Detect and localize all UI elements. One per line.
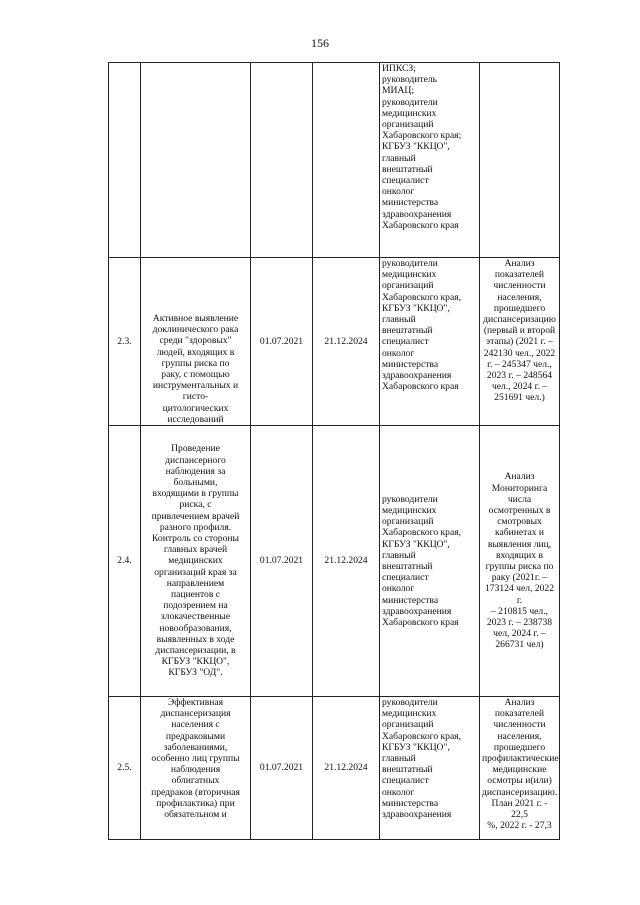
end-date: 21.12.2024 xyxy=(313,258,380,426)
start-date: 01.07.2021 xyxy=(251,426,313,697)
expected-result xyxy=(480,63,560,258)
table-row xyxy=(109,258,560,426)
row-number: 2.3. xyxy=(109,258,141,426)
table-row xyxy=(109,697,560,840)
activities-table xyxy=(108,62,560,840)
start-date: 01.07.2021 xyxy=(251,697,313,840)
table-row xyxy=(109,63,560,258)
activity-name: Эффективная диспансеризация населения с предраковыми заболеваниями, особенно лиц группы наблюдения облигатных предраков (вторичная профилактика) при обязательном и xyxy=(141,697,251,840)
end-date: 21.12.2024 xyxy=(313,426,380,697)
responsible-parties: руководители медицинских организаций Хабаровского края, КГБУЗ "ККЦО", главный внештатный специалист онколог министерства здравоохранения Хабаровского края xyxy=(380,426,480,697)
row-number: 2.5. xyxy=(109,697,141,840)
end-date: 21.12.2024 xyxy=(313,697,380,840)
activity-name: Активное выявление доклинического рака среди "здоровых" людей, входящих в группы риска по раку, с помощью инструментальных и гисто- цитологических исследований xyxy=(141,258,251,426)
activity-name xyxy=(141,63,251,258)
end-date xyxy=(313,63,380,258)
row-number xyxy=(109,63,141,258)
expected-result: Анализ Мониторинга числа осмотренных в смотровых кабинетах и выявления лиц, входящих в группы риска по раку (2021г. – 173124 чел, 2022 г. – 210815 чел., 2023 г. – 238738 чел, 2024 г. – 266731 чел) xyxy=(480,426,560,697)
page-number: 156 xyxy=(311,36,329,50)
expected-result: Анализ показателей численности населения, прошедшего профилактические медицинские осмотры и(или) диспансеризацию. План 2021 г. - 22,5 %, 2022 г. - 27,3 xyxy=(480,697,560,840)
responsible-parties: ИПКСЗ; руководитель МИАЦ; руководители медицинских организаций Хабаровского края; КГБУЗ "ККЦО", главный внештатный специалист онколог министерства здравоохранения Хабаровского края xyxy=(380,63,480,258)
activity-name: Проведение диспансерного наблюдения за больными, входящими в группы риска, с привлечением врачей разного профиля. Контроль со стороны главных врачей медицинских организаций края за направлением пациентов с подозрением на злокачественные новообразования, выявленных в ходе диспансеризации, в КГБУЗ "ККЦО", КГБУЗ "ОД". xyxy=(141,426,251,697)
start-date xyxy=(251,63,313,258)
expected-result: Анализ показателей численности населения, прошедшего диспансеризацию (первый и второй этапы) (2021 г. – 242130 чел., 2022 г. – 245347 чел., 2023 г. – 248564 чел., 2024 г. – 251691 чел.) xyxy=(480,258,560,426)
responsible-parties: руководители медицинских организаций Хабаровского края, КГБУЗ "ККЦО", главный внештатный специалист онколог министерства здравоохранения Хабаровского края xyxy=(380,258,480,426)
responsible-parties: руководители медицинских организаций Хабаровского края, КГБУЗ "ККЦО", главный внештатный специалист онколог министерства здравоохранения xyxy=(380,697,480,840)
table-row xyxy=(109,426,560,697)
row-number: 2.4. xyxy=(109,426,141,697)
start-date: 01.07.2021 xyxy=(251,258,313,426)
